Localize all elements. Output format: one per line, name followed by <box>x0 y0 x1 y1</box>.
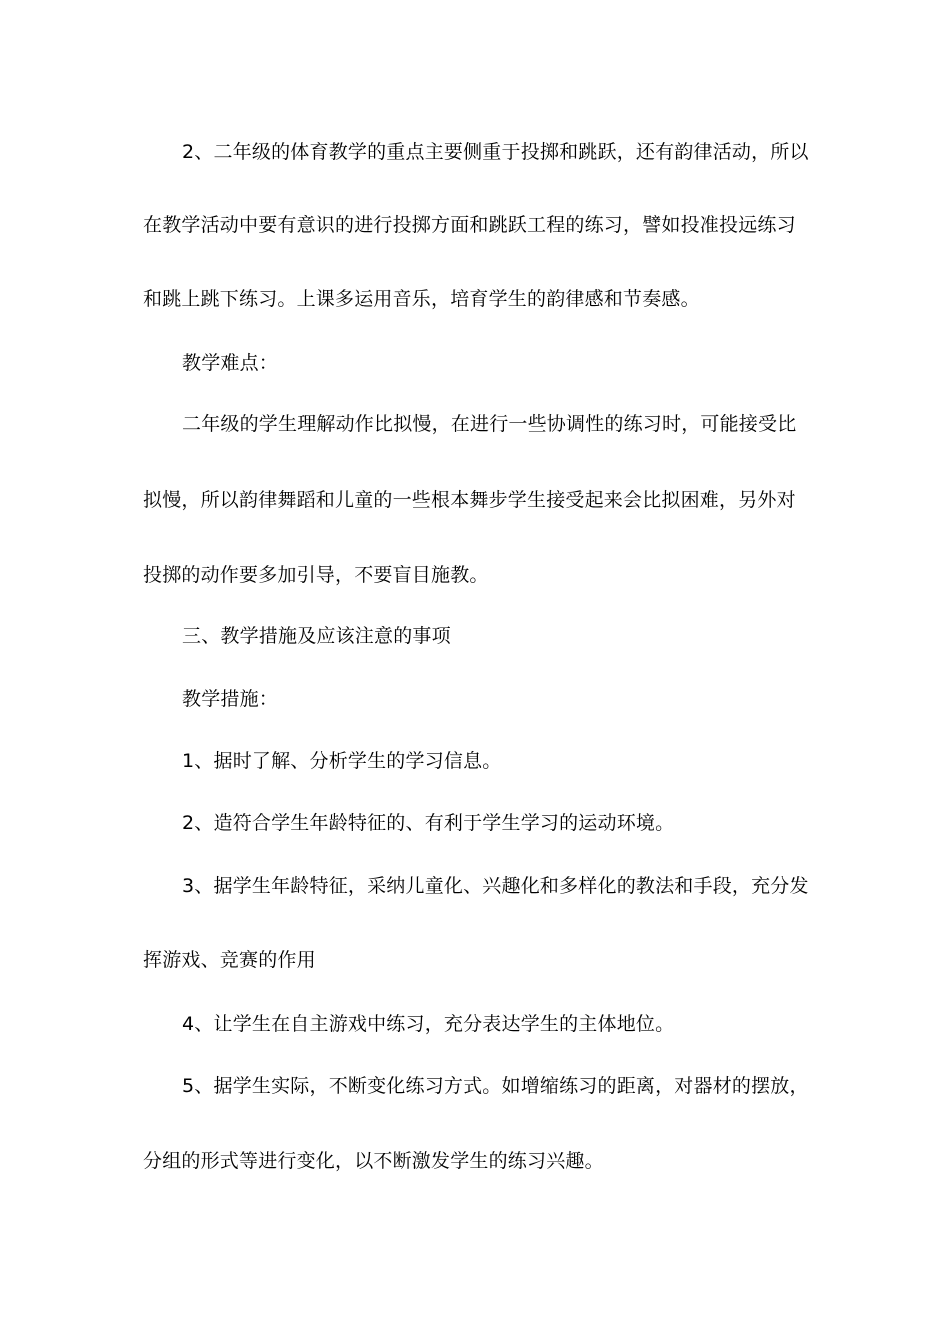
heading-teaching-difficulty: 教学难点： <box>182 352 279 374</box>
list-item-5: 5、据学生实际，不断变化练习方式。如增缩练习的距离，对器材的摆放， <box>182 1075 809 1097</box>
list-item-1: 1、据时了解、分析学生的学习信息。 <box>182 750 502 772</box>
paragraph-line-7: 投掷的动作要多加引导，不要盲目施教。 <box>143 564 489 586</box>
list-item-4: 4、让学生在自主游戏中练习，充分表达学生的主体地位。 <box>182 1013 675 1035</box>
paragraph-line-6: 拟慢，所以韵律舞蹈和儿童的一些根本舞步学生接受起来会比拟困难，另外对 <box>143 489 796 511</box>
paragraph-line-2: 在教学活动中要有意识的进行投掷方面和跳跃工程的练习，譬如投准投远练习 <box>143 214 796 236</box>
list-item-3-continued: 挥游戏、竞赛的作用 <box>143 949 316 971</box>
paragraph-line-5: 二年级的学生理解动作比拟慢，在进行一些协调性的练习时，可能接受比 <box>182 413 797 435</box>
list-item-3: 3、据学生年龄特征，采纳儿童化、兴趣化和多样化的教法和手段，充分发 <box>182 875 809 897</box>
list-item-2: 2、造符合学生年龄特征的、有利于学生学习的运动环境。 <box>182 812 675 834</box>
paragraph-line-1: 2、二年级的体育教学的重点主要侧重于投掷和跳跃，还有韵律活动，所以 <box>182 141 809 163</box>
list-item-5-continued: 分组的形式等进行变化，以不断激发学生的练习兴趣。 <box>143 1150 604 1172</box>
heading-teaching-measures: 教学措施： <box>182 688 279 710</box>
paragraph-line-3: 和跳上跳下练习。上课多运用音乐，培育学生的韵律感和节奏感。 <box>143 288 700 310</box>
section-heading-three: 三、教学措施及应该注意的事项 <box>182 625 451 647</box>
